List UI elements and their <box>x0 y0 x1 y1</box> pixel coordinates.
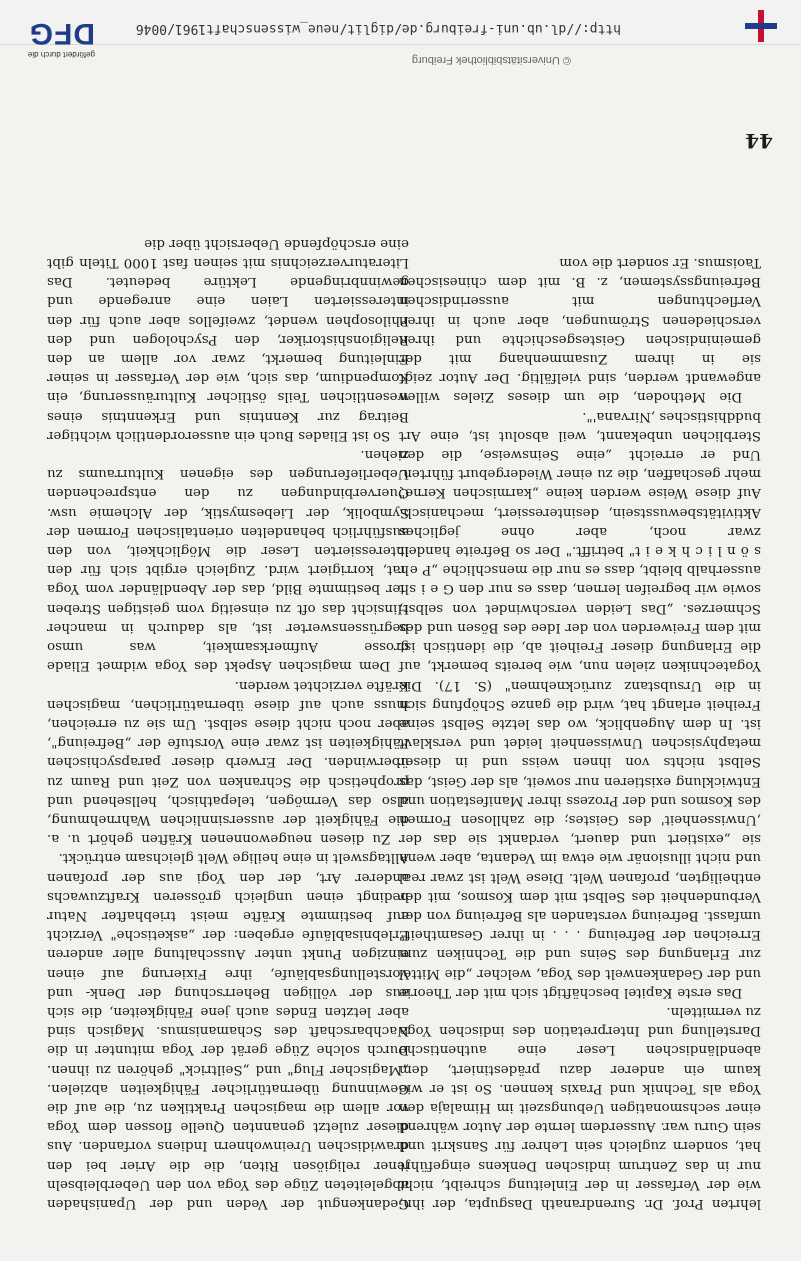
paragraph: Das erste Kapitel beschäftigt sich mit der Theorie und der Gedankenwelt des Yoga, welcher „die Mittel zur Erlangung des Seins und die Techniken zum Erreichen der Befreiung . . . in ihrer Gesamtheit" umfasst. Befreiung verstanden als Befreiung von der Verbundenheit des Selbst mit dem Kosmos, mit der entheiligten, profanen Welt. Diese Welt ist zwar real und nicht illusionär wie etwa im Vedanta, aber wenn sie „existiert und dauert, verdankt sie das der ‚Unwissenheit' des Geistes; die zahllosen Formen des Kosmos und der Prozess ihrer Manifestation und Entwicklung existieren nur soweit, als der Geist, das Selbst nichts von ihnen weiss und in dieser metaphysischen Unwissenheit leidet und versklavt ist. In dem Augenblick, wo das letzte Selbst seine Freiheit erlangt hat, wird die ganze Schöpfung sich in die Ursubstanz zurücknehmen" (S. 17). Die Yogatechniken zielen nun, wie bereits bemerkt, auf die Erlangung dieser Freiheit ab, die identisch ist mit dem Freiwerden von der Idee des Bösen und des Schmerzes. „Das Leiden verschwindet von selbst, sowie wir begreifen lernen, dass es nur den G e i s t ausserhalb bleibt, dass es nur die menschliche „P e r s ö n l i c h k e i t" betrifft." Der so Befreite handelt zwar noch, aber ohne jegliches Aktivitätsbewusstsein, desinteressiert, mechanisch. Auf diese Weise werden keine „karmischen Kerne" mehr geschaffen, die zu einer Wiedergeburt führten. Und er erreicht „eine Seinsweise, die den Sterblichen unbekannt, weil absolut ist, eine Art buddhistisches ‚Nirvana'". <box>399 408 761 1000</box>
text-column-left <box>399 253 761 1213</box>
text-column-right <box>47 234 409 1213</box>
paragraph: Die Methoden, die um dieses Zieles willen angewandt werden, sind vielfältig. Der Autor zeigt sie in ihrem Zusammenhang mit der gemeinindischen Geistesgeschichte und ihren verschiedenen Strömungen, aber auch in ihren Verflechtungen mit ausserindischen Befreiungssystemen, z. B. mit dem chinesischen Taoismus. Er sondert die vom <box>399 255 761 405</box>
dfg-letters: DFG <box>28 17 95 50</box>
page-number: 44 <box>745 129 773 153</box>
paragraph: Gedankengut der Veden und der Upanishaden abgeleiteten Züge des Yoga von den Ueberbleibseln jener religiösen Riten, die die Arier bei den drawidischen Ureinwohnern Indiens vorfanden. Aus dieser zuletzt genannten Quelle flossen dem Yoga vor allem die magischen Praktiken zu, die auf die Gewinnung übernatürlicher Fähigkeiten abzielen. „Magischer Flug" und „Seiltrick" gehören zu ihnen. Durch solche Züge gerät der Yoga mitunter in die Nachbarschaft des Schamanismus. Magisch sind aber letzten Endes auch jene Fähigkeiten, die sich aus der völligen Beherrschung der Denk- und Vorstellungsabläufe, ihre Fixierung auf einen einzigen Punkt unter Ausschaltung aller anderen Erlebnisabläufe ergeben: der „asketische" Verzicht auf bestimmte Kräfte meist triebhafter Natur bedingt einen ungleich grösseren Kraftzuwachs anderer Art, der den Yogi aus der profanen Alltagswelt in eine heilige Welt gleichsam entrückt. <box>47 850 409 1211</box>
copyright-notice: © Universitätsbibliothek Freiburg <box>411 54 571 66</box>
paragraph: lehrten Prof. Dr. Surendranath Dasgupta, der ihn, wie der Verfasser in der Einleitung schreibt, nicht nur in das Zentrum indischen Denkens eingeführt hat, sondern zugleich sein Lehrer für Sanskrit und sein Guru war. Ausserdem lernte der Autor während einer sechsmonatigen Uebungszeit im Himalaja den Yoga als Technik und Praxis kennen. So ist er wie kaum ein anderer dazu prädestiniert, dem abendländischen Leser eine authentische Darstellung und Interpretation des indischen Yoga zu vermitteln. <box>399 1003 761 1211</box>
source-url-link[interactable]: http://dl.ub.uni-freiburg.de/diglit/neue_wissenschaft1961/0046 <box>135 21 621 36</box>
dfg-logo <box>15 7 95 59</box>
university-library-logo-icon <box>741 6 781 46</box>
paragraph: Zu diesen neugewonnenen Kräften gehört u. a. die Fähigkeit der aussersinnlichen Wahrnehmung, also das Vermögen, telepathisch, hellsehend und prophetisch die Schranken von Zeit und Raum zu überwinden. Der Erwerb dieser parapsychischen Fähigkeiten ist zwar eine Vorstufe der „Befreiung", aber noch nicht diese selbst. Um sie zu erreichen, muss auch auf diese übernatürlichen, magischen Kräfte verzichtet werden. <box>47 677 409 847</box>
paragraph: So ist Eliades Buch ein ausserordentlich wichtiger Beitrag zur Kenntnis und Erkenntnis eines wesentlichen Teils östlicher Kulturäusserung, ein Kompendium, das sich, wie der Verfasser in seiner Einleitung bemerkt, zwar vor allem an den Religionshistoriker, den Psychologen und den Philosophen wendet, zweifellos aber auch für den interessierten Laien eine anregende und gewinnbringende Lektüre bedeutet. Das Literaturverzeichnis mit seinen fast 1000 Titeln gibt eine erschöpfende Uebersicht über die <box>47 235 409 443</box>
dfg-sub-label: gefördert durch die <box>27 50 95 59</box>
scan-edge-strip <box>0 1243 801 1261</box>
paragraph: Dem magischen Aspekt des Yoga widmet Eliade grosse Aufmerksamkeit, was umso begrüssenswerter ist, als dadurch in mancher Hinsicht das oft zu einseitig vom geistigen Streben her bestimmte Bild, das der Abendländer vom Yoga hat, korrigiert wird. Zugleich ergibt sich für den interessierten Leser die Möglichkeit, von den ausführlich behandelten orientalischen Formen der Symbolik, der Liebesmystik, der Alchemie usw. Querverbindungen zu den entsprechenden Ueberlieferungen des eigenen Kulturraums zu ziehen. <box>47 447 409 674</box>
